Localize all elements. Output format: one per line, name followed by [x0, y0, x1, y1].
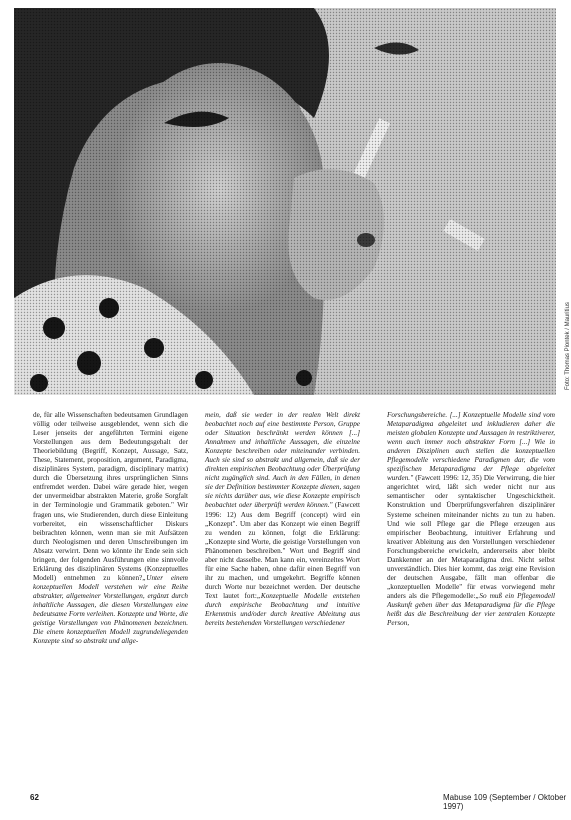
issue-info: Mabuse 109 (September / Oktober 1997): [443, 793, 567, 811]
text-column-1: [33, 411, 188, 646]
column-1-segment: „Unter einem konzeptuellen Modell verstehen wir eine Reihe abstrakter, allgemeiner Vorstellungen, ergänzt durch inhaltliche Aussagen, die diesen Vorstellungen eine bedeutsame Form verleihen. Konzepte und Worte, die geistige Vorstellungen von Phänomenen bezeichnen. Die einem konzeptuellen Modell zugrundeliegenden Konzepte sind so abstrakt und allge-: [33, 573, 188, 646]
column-1-body: [33, 411, 188, 646]
photo-credit-text: Foto: Thomas Piontek / Mauritius: [565, 302, 571, 390]
column-2-segment: (Fawcett 1996: 12) Aus dem Begriff (concept) wird ein „Konzept". Um aber das Konzept wie einen Begriff zu wenden zu können, folgt die Erklärung: „Konzepte sind Worte, die geistige Vorstellungen von Phänomenen beschreiben." Wort und Begriff sind aber nicht dasselbe. Man kann ein, vereinzeltes Wort für eine Sache haben, ohne dafür einen Begriff von ihr zu machen, und umgekehrt. Begriffe können durch Worte nur bezeichnet werden. Der deutsche Text lautet fort:: [205, 501, 360, 600]
column-3-segment: (Fawcett 1996: 12, 35) Die Verwirrung, die hier angerichtet wird, läßt sich weder nicht nur aus semantischer oder syntaktischer Ungeschicktheit. Konstruktion und Überprüfungsverfahren disziplinärer Systeme scheinen miteinander nichts zu tun zu haben. Und wie soll Pflege gar die Pflege erzeugen aus empirischer Beobachtung, intuitiver Erfahrung und kreativer Ableitung aus den Vorstellungen verschiedener Forschungsbereiche erwickeln, andererseits aber bleibt Dankkenner an der Metaparadigma drei. Nicht selbst unverständlich. Dies hier kommt, das zeigt eine Revision der deutschen Ausgabe, fällt man offenbar die „konzeptuellen Modelle" für etwas vorwiegend mehr anders als die Pflegemodelle:: [387, 474, 555, 600]
column-2-segment: mein, daß sie weder in der realen Welt direkt beobachtet noch auf eine bestimmte Person, Gruppe oder Situation beschränkt werden können [...] Annahmen und inhaltliche Aussagen, die einzelne Konzepte beschreiben oder miteinander verbinden. Auch sie sind so abstrakt und allgemein, daß sie der direkten empirischen Beobachtung oder Überprüfung nicht zugänglich sind. Auch in den Fällen, in denen sie der Definition bestimmter Konzepte dienen, sagen sie nichts darüber aus, wie diese Konzepte empirisch beobachtet oder überprüft werden können.": [205, 411, 360, 510]
page-number: 62: [30, 793, 39, 802]
text-column-2: [205, 411, 360, 628]
column-2-body: [205, 411, 360, 628]
column-1-segment: de, für alle Wissenschaften bedeutsamen Grundlagen völlig oder teilweise ausgeblendet, wenn sich die Leser jenseits der angeführten Termini eigene Vorstellungen aus dem Bedeutungsgehalt der Theoriebildung (Begriff, Konzept, Aussage, Satz, These, Statement, proposition, argument, Paradigma, disziplinäres System, paradigm, disciplinary matrix) durch die Übersetzung ihres ursprünglichen Sinns entfremdet werden. Dabei wäre gerade hier, wegen der unvermeidbar abstrakten Materie, große Sorgfalt in der Terminologie und Grammatik geboten." Wir fragen uns, wie Studierenden, durch diese Einleitung vorbereitet, ein wissenschaftlicher Diskurs beibrachten können, wenn man sie mit Aufsätzen durch Neologismen und deren Umschreibungen im Absatz verwirrt. Denn wo könnte ihr Ende sein sich bringen, der folgenden Ausführungen eine sinnvolle Erklärung des disziplinären Systems (Konzeptuelles Modell) entnehmen zu können?: [33, 411, 188, 582]
photo-woman-smoking: [14, 8, 556, 395]
column-3-segment: Forschungsbereiche. [...] Konzeptuelle Modelle sind vom Metaparadigma abgeleitet und inkludieren daher die meisten globalen Konzepte und Aussagen in restriktiverer, wenn auch immer noch abstrakter Form [...] Wie in anderen Disziplinen auch stellen die konzeptuellen Pflegemodelle verschiedene Paradigmen dar, die vom spezifischen Metaparadigma der Pflege abgeleitet wurden.": [387, 411, 555, 483]
column-2-segment: „Konzeptuelle Modelle entstehen durch empirische Beobachtung und intuitive Erkenntnis und/oder durch kreative Ableitung aus bereits bestehenden Vorstellungen verschiedener: [205, 591, 361, 628]
column-3-body: [387, 411, 555, 628]
column-3-segment: „So muß ein Pflegemodell Auskunft geben über das Metaparadigma für die Pflege heißt das die Beschreibung der vier zentralen Konzepte Person,: [387, 591, 555, 628]
photo-credit: [556, 250, 571, 390]
halftone-photo: [14, 8, 556, 395]
text-column-3: [387, 411, 555, 628]
